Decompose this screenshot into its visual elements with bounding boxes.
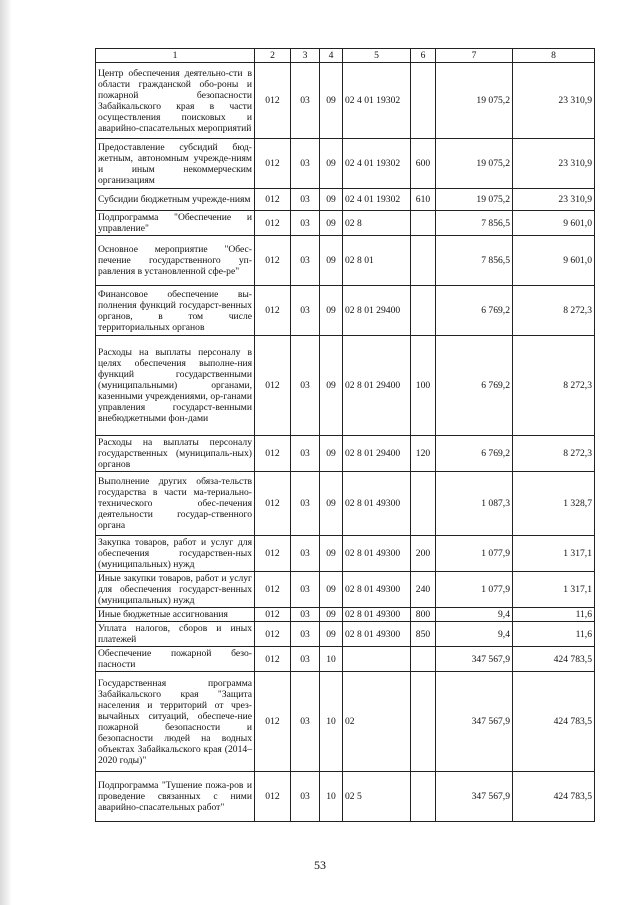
row-value-cell-c7: 1 077,9 <box>436 536 513 572</box>
row-value-cell-c2: 012 <box>255 647 291 672</box>
row-value-cell-c2: 012 <box>255 236 291 286</box>
row-value-cell-c2: 012 <box>255 211 291 236</box>
row-value-cell-c6 <box>411 472 436 536</box>
row-value-cell-c8: 11,6 <box>513 608 595 622</box>
row-value-cell-c5: 02 4 01 19302 <box>343 63 411 139</box>
table-row <box>96 211 595 236</box>
row-value-cell-c2: 012 <box>255 139 291 189</box>
row-name-cell: Финансовое обеспечение вы-полнения функций государст-венных органов, в том числе территориальных органов <box>96 286 255 336</box>
row-value-cell-c4: 09 <box>320 536 343 572</box>
table-row <box>96 336 595 436</box>
row-value-cell-c6 <box>411 236 436 286</box>
row-value-cell-c3: 03 <box>291 286 320 336</box>
row-value-cell-c5: 02 8 01 49300 <box>343 622 411 647</box>
row-value-cell-c7: 19 075,2 <box>436 63 513 139</box>
column-header: 3 <box>291 49 320 63</box>
row-value-cell-c3: 03 <box>291 608 320 622</box>
column-header: 4 <box>320 49 343 63</box>
row-value-cell-c8: 1 328,7 <box>513 472 595 536</box>
table-row <box>96 772 595 822</box>
row-value-cell-c7: 6 769,2 <box>436 336 513 436</box>
table-row <box>96 572 595 608</box>
row-value-cell-c5: 02 8 01 29400 <box>343 336 411 436</box>
row-name-cell: Уплата налогов, сборов и иных платежей <box>96 622 255 647</box>
row-value-cell-c3: 03 <box>291 647 320 672</box>
table-row <box>96 647 595 672</box>
table-row <box>96 139 595 189</box>
row-name-cell: Государственная программа Забайкальского края "Защита населения и территорий от чрез-вычайных ситуаций, обеспече-ние пожарной безопасности и безопасности людей на водных объектах Забайкальского края (2014–2020 годы)" <box>96 672 255 772</box>
row-name-cell: Субсидии бюджетным учрежде-ниям <box>96 189 255 211</box>
table-row <box>96 236 595 286</box>
table-row <box>96 608 595 622</box>
row-value-cell-c7: 347 567,9 <box>436 772 513 822</box>
row-value-cell-c8: 8 272,3 <box>513 436 595 472</box>
row-value-cell-c7: 347 567,9 <box>436 672 513 772</box>
row-value-cell-c5: 02 8 01 29400 <box>343 436 411 472</box>
row-value-cell-c6 <box>411 211 436 236</box>
row-value-cell-c4: 09 <box>320 436 343 472</box>
column-header: 2 <box>255 49 291 63</box>
row-value-cell-c6 <box>411 672 436 772</box>
row-value-cell-c2: 012 <box>255 608 291 622</box>
row-value-cell-c8: 1 317,1 <box>513 536 595 572</box>
row-value-cell-c2: 012 <box>255 622 291 647</box>
row-value-cell-c6: 240 <box>411 572 436 608</box>
row-value-cell-c8: 1 317,1 <box>513 572 595 608</box>
row-value-cell-c6: 600 <box>411 139 436 189</box>
row-value-cell-c2: 012 <box>255 572 291 608</box>
row-value-cell-c7: 1 087,3 <box>436 472 513 536</box>
row-value-cell-c4: 09 <box>320 236 343 286</box>
row-name-cell: Подпрограмма "Тушение пожа-ров и проведение связанных с ними аварийно-спасательных работ" <box>96 772 255 822</box>
row-name-cell: Расходы на выплаты персоналу в целях обеспечения выполне-ния функций государственными (муниципальными) органами, казенными учреждениями, ор-ганами управления государст-венными внебюджетными фон-дами <box>96 336 255 436</box>
row-value-cell-c2: 012 <box>255 672 291 772</box>
row-value-cell-c4: 09 <box>320 622 343 647</box>
row-value-cell-c6: 850 <box>411 622 436 647</box>
row-value-cell-c7: 19 075,2 <box>436 189 513 211</box>
table-row <box>96 189 595 211</box>
row-name-cell: Предоставление субсидий бюд-жетным, автономным учрежде-ниям и иным некоммерческим организациям <box>96 139 255 189</box>
table-row <box>96 63 595 139</box>
row-value-cell-c8: 9 601,0 <box>513 211 595 236</box>
row-value-cell-c3: 03 <box>291 436 320 472</box>
row-name-cell: Выполнение других обяза-тельств государства в части ма-териально-технического обес-печения деятельности государ-ственного органа <box>96 472 255 536</box>
row-name-cell: Иные закупки товаров, работ и услуг для обеспечения государст-венных (муниципальных) нужд <box>96 572 255 608</box>
row-value-cell-c3: 03 <box>291 622 320 647</box>
row-value-cell-c7: 7 856,5 <box>436 236 513 286</box>
row-value-cell-c5: 02 8 01 29400 <box>343 286 411 336</box>
table-row <box>96 536 595 572</box>
row-value-cell-c4: 09 <box>320 189 343 211</box>
row-value-cell-c8: 11,6 <box>513 622 595 647</box>
table-row <box>96 672 595 772</box>
row-value-cell-c6 <box>411 63 436 139</box>
row-name-cell: Основное мероприятие "Обес-печение государственного уп-равления в установленной сфе-ре" <box>96 236 255 286</box>
row-name-cell: Центр обеспечения деятельно-сти в области гражданской обо-роны и пожарной безопасности Забайкальского края в части осуществления поисковых и аварийно-спасательных мероприятий <box>96 63 255 139</box>
row-value-cell-c6: 120 <box>411 436 436 472</box>
row-name-cell: Закупка товаров, работ и услуг для обеспечения государствен-ных (муниципальных) нужд <box>96 536 255 572</box>
table-row <box>96 622 595 647</box>
row-value-cell-c8: 23 310,9 <box>513 189 595 211</box>
row-value-cell-c7: 6 769,2 <box>436 286 513 336</box>
row-value-cell-c6 <box>411 772 436 822</box>
row-value-cell-c7: 19 075,2 <box>436 139 513 189</box>
column-header: 6 <box>411 49 436 63</box>
row-value-cell-c7: 347 567,9 <box>436 647 513 672</box>
row-value-cell-c5: 02 <box>343 672 411 772</box>
row-name-cell: Иные бюджетные ассигнования <box>96 608 255 622</box>
row-value-cell-c8: 424 783,5 <box>513 647 595 672</box>
row-value-cell-c2: 012 <box>255 536 291 572</box>
row-value-cell-c8: 424 783,5 <box>513 772 595 822</box>
row-value-cell-c4: 09 <box>320 572 343 608</box>
row-value-cell-c6: 200 <box>411 536 436 572</box>
column-header: 5 <box>343 49 411 63</box>
row-name-cell: Обеспечение пожарной безо-пасности <box>96 647 255 672</box>
row-value-cell-c7: 9,4 <box>436 622 513 647</box>
row-value-cell-c2: 012 <box>255 772 291 822</box>
row-value-cell-c3: 03 <box>291 189 320 211</box>
row-value-cell-c4: 09 <box>320 211 343 236</box>
row-value-cell-c6 <box>411 647 436 672</box>
page-number: 53 <box>314 858 326 872</box>
row-name-cell: Подпрограмма "Обеспечение и управление" <box>96 211 255 236</box>
table-body <box>96 63 595 822</box>
row-value-cell-c4: 10 <box>320 647 343 672</box>
row-value-cell-c4: 09 <box>320 286 343 336</box>
row-value-cell-c8: 23 310,9 <box>513 139 595 189</box>
scan-edge-shadow <box>0 0 12 905</box>
row-value-cell-c5: 02 4 01 19302 <box>343 189 411 211</box>
row-value-cell-c3: 03 <box>291 139 320 189</box>
row-value-cell-c7: 1 077,9 <box>436 572 513 608</box>
row-value-cell-c8: 9 601,0 <box>513 236 595 286</box>
row-value-cell-c5: 02 8 01 49300 <box>343 572 411 608</box>
row-value-cell-c3: 03 <box>291 336 320 436</box>
row-value-cell-c7: 6 769,2 <box>436 436 513 472</box>
row-value-cell-c2: 012 <box>255 189 291 211</box>
row-name-cell: Расходы на выплаты персоналу государственных (муниципаль-ных) органов <box>96 436 255 472</box>
row-value-cell-c2: 012 <box>255 472 291 536</box>
table-row <box>96 472 595 536</box>
row-value-cell-c2: 012 <box>255 286 291 336</box>
row-value-cell-c5: 02 8 01 49300 <box>343 608 411 622</box>
row-value-cell-c3: 03 <box>291 672 320 772</box>
row-value-cell-c3: 03 <box>291 211 320 236</box>
budget-table <box>95 48 595 822</box>
row-value-cell-c4: 10 <box>320 772 343 822</box>
row-value-cell-c8: 8 272,3 <box>513 286 595 336</box>
row-value-cell-c4: 09 <box>320 139 343 189</box>
row-value-cell-c3: 03 <box>291 572 320 608</box>
row-value-cell-c6: 800 <box>411 608 436 622</box>
row-value-cell-c2: 012 <box>255 436 291 472</box>
row-value-cell-c4: 10 <box>320 672 343 772</box>
row-value-cell-c2: 012 <box>255 336 291 436</box>
row-value-cell-c5: 02 8 01 49300 <box>343 536 411 572</box>
row-value-cell-c4: 09 <box>320 336 343 436</box>
row-value-cell-c4: 09 <box>320 608 343 622</box>
row-value-cell-c3: 03 <box>291 236 320 286</box>
row-value-cell-c7: 9,4 <box>436 608 513 622</box>
row-value-cell-c8: 8 272,3 <box>513 336 595 436</box>
header-row <box>96 49 595 63</box>
column-header: 7 <box>436 49 513 63</box>
row-value-cell-c8: 424 783,5 <box>513 672 595 772</box>
row-value-cell-c8: 23 310,9 <box>513 63 595 139</box>
column-header: 8 <box>513 49 595 63</box>
row-value-cell-c5: 02 4 01 19302 <box>343 139 411 189</box>
row-value-cell-c6: 100 <box>411 336 436 436</box>
row-value-cell-c6 <box>411 286 436 336</box>
row-value-cell-c2: 012 <box>255 63 291 139</box>
table-row <box>96 286 595 336</box>
column-header: 1 <box>96 49 255 63</box>
row-value-cell-c5 <box>343 647 411 672</box>
row-value-cell-c3: 03 <box>291 63 320 139</box>
table-row <box>96 436 595 472</box>
row-value-cell-c3: 03 <box>291 472 320 536</box>
row-value-cell-c5: 02 8 01 49300 <box>343 472 411 536</box>
row-value-cell-c7: 7 856,5 <box>436 211 513 236</box>
row-value-cell-c5: 02 5 <box>343 772 411 822</box>
row-value-cell-c6: 610 <box>411 189 436 211</box>
row-value-cell-c5: 02 8 01 <box>343 236 411 286</box>
row-value-cell-c3: 03 <box>291 772 320 822</box>
row-value-cell-c3: 03 <box>291 536 320 572</box>
row-value-cell-c5: 02 8 <box>343 211 411 236</box>
row-value-cell-c4: 09 <box>320 472 343 536</box>
row-value-cell-c4: 09 <box>320 63 343 139</box>
